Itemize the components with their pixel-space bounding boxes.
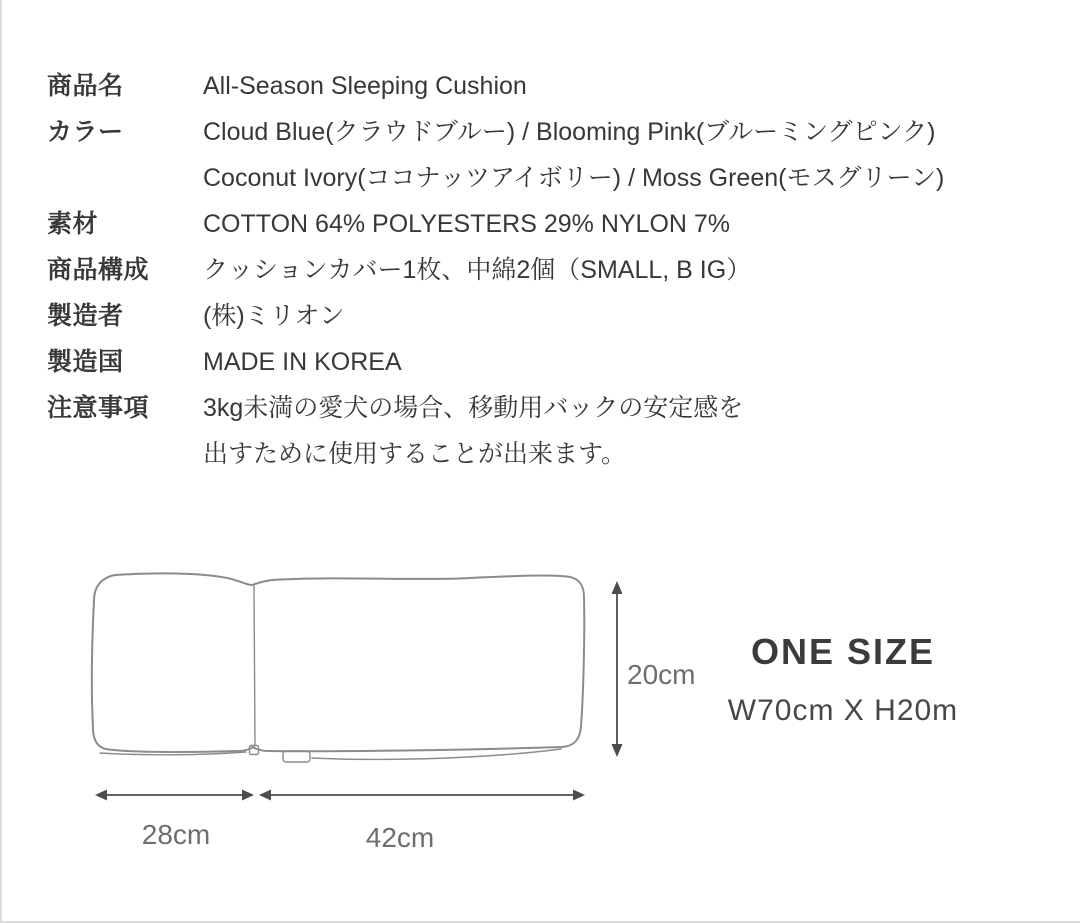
spec-value: (株)ミリオン	[203, 302, 345, 330]
zipper-pull-tab	[283, 751, 310, 762]
size-spec: W70cm X H20m	[727, 694, 959, 727]
spec-value: All-Season Sleeping Cushion	[203, 72, 527, 100]
spec-value: COTTON 64% POLYESTERS 29% NYLON 7%	[203, 210, 731, 238]
spec-value: 3kg未満の愛犬の場合、移動用バックの安定感を	[203, 394, 744, 422]
height-dimension-label: 20cm	[627, 659, 696, 690]
page-left-edge	[0, 0, 2, 923]
left-width-dimension-label: 28cm	[141, 819, 211, 850]
spec-table	[47, 63, 944, 477]
spec-label: 製造国	[47, 348, 124, 376]
spec-row-material	[47, 201, 944, 247]
spec-value: クッションカバー1枚、中綿2個（SMALL, B IG）	[203, 256, 752, 284]
height-dimension-arrow	[612, 581, 623, 757]
spec-label: カラー	[47, 118, 124, 146]
zipper-stop	[250, 746, 259, 755]
spec-row-notes	[47, 385, 944, 477]
cushion-piping-left	[100, 752, 246, 755]
spec-label: 注意事項	[47, 394, 150, 422]
size-title: ONE SIZE	[750, 631, 936, 672]
spec-label: 商品構成	[47, 256, 150, 284]
spec-value: Coconut Ivory(ココナッツアイボリー) / Moss Green(モスグリーン)	[203, 164, 945, 192]
spec-row-color	[47, 109, 944, 201]
spec-value: Cloud Blue(クラウドブルー) / Blooming Pink(ブルーミングピンク)	[203, 118, 936, 146]
size-summary	[683, 632, 1003, 728]
cushion-seam-line	[254, 586, 255, 745]
spec-label: 素材	[47, 210, 99, 238]
right-width-dimension-arrow	[259, 790, 585, 801]
right-width-dimension-label: 42cm	[365, 822, 435, 853]
spec-value: MADE IN KOREA	[203, 348, 402, 376]
spec-value: 出すために使用することが出来ます。	[203, 440, 627, 468]
cushion-outline	[92, 573, 584, 752]
spec-row-manufacturer	[47, 293, 944, 339]
spec-label: 製造者	[47, 302, 124, 330]
spec-row-composition	[47, 247, 944, 293]
cushion-piping-right	[312, 749, 561, 759]
spec-row-country	[47, 339, 944, 385]
left-width-dimension-arrow	[95, 790, 254, 801]
spec-label: 商品名	[47, 72, 124, 100]
spec-row-product-name	[47, 63, 944, 109]
